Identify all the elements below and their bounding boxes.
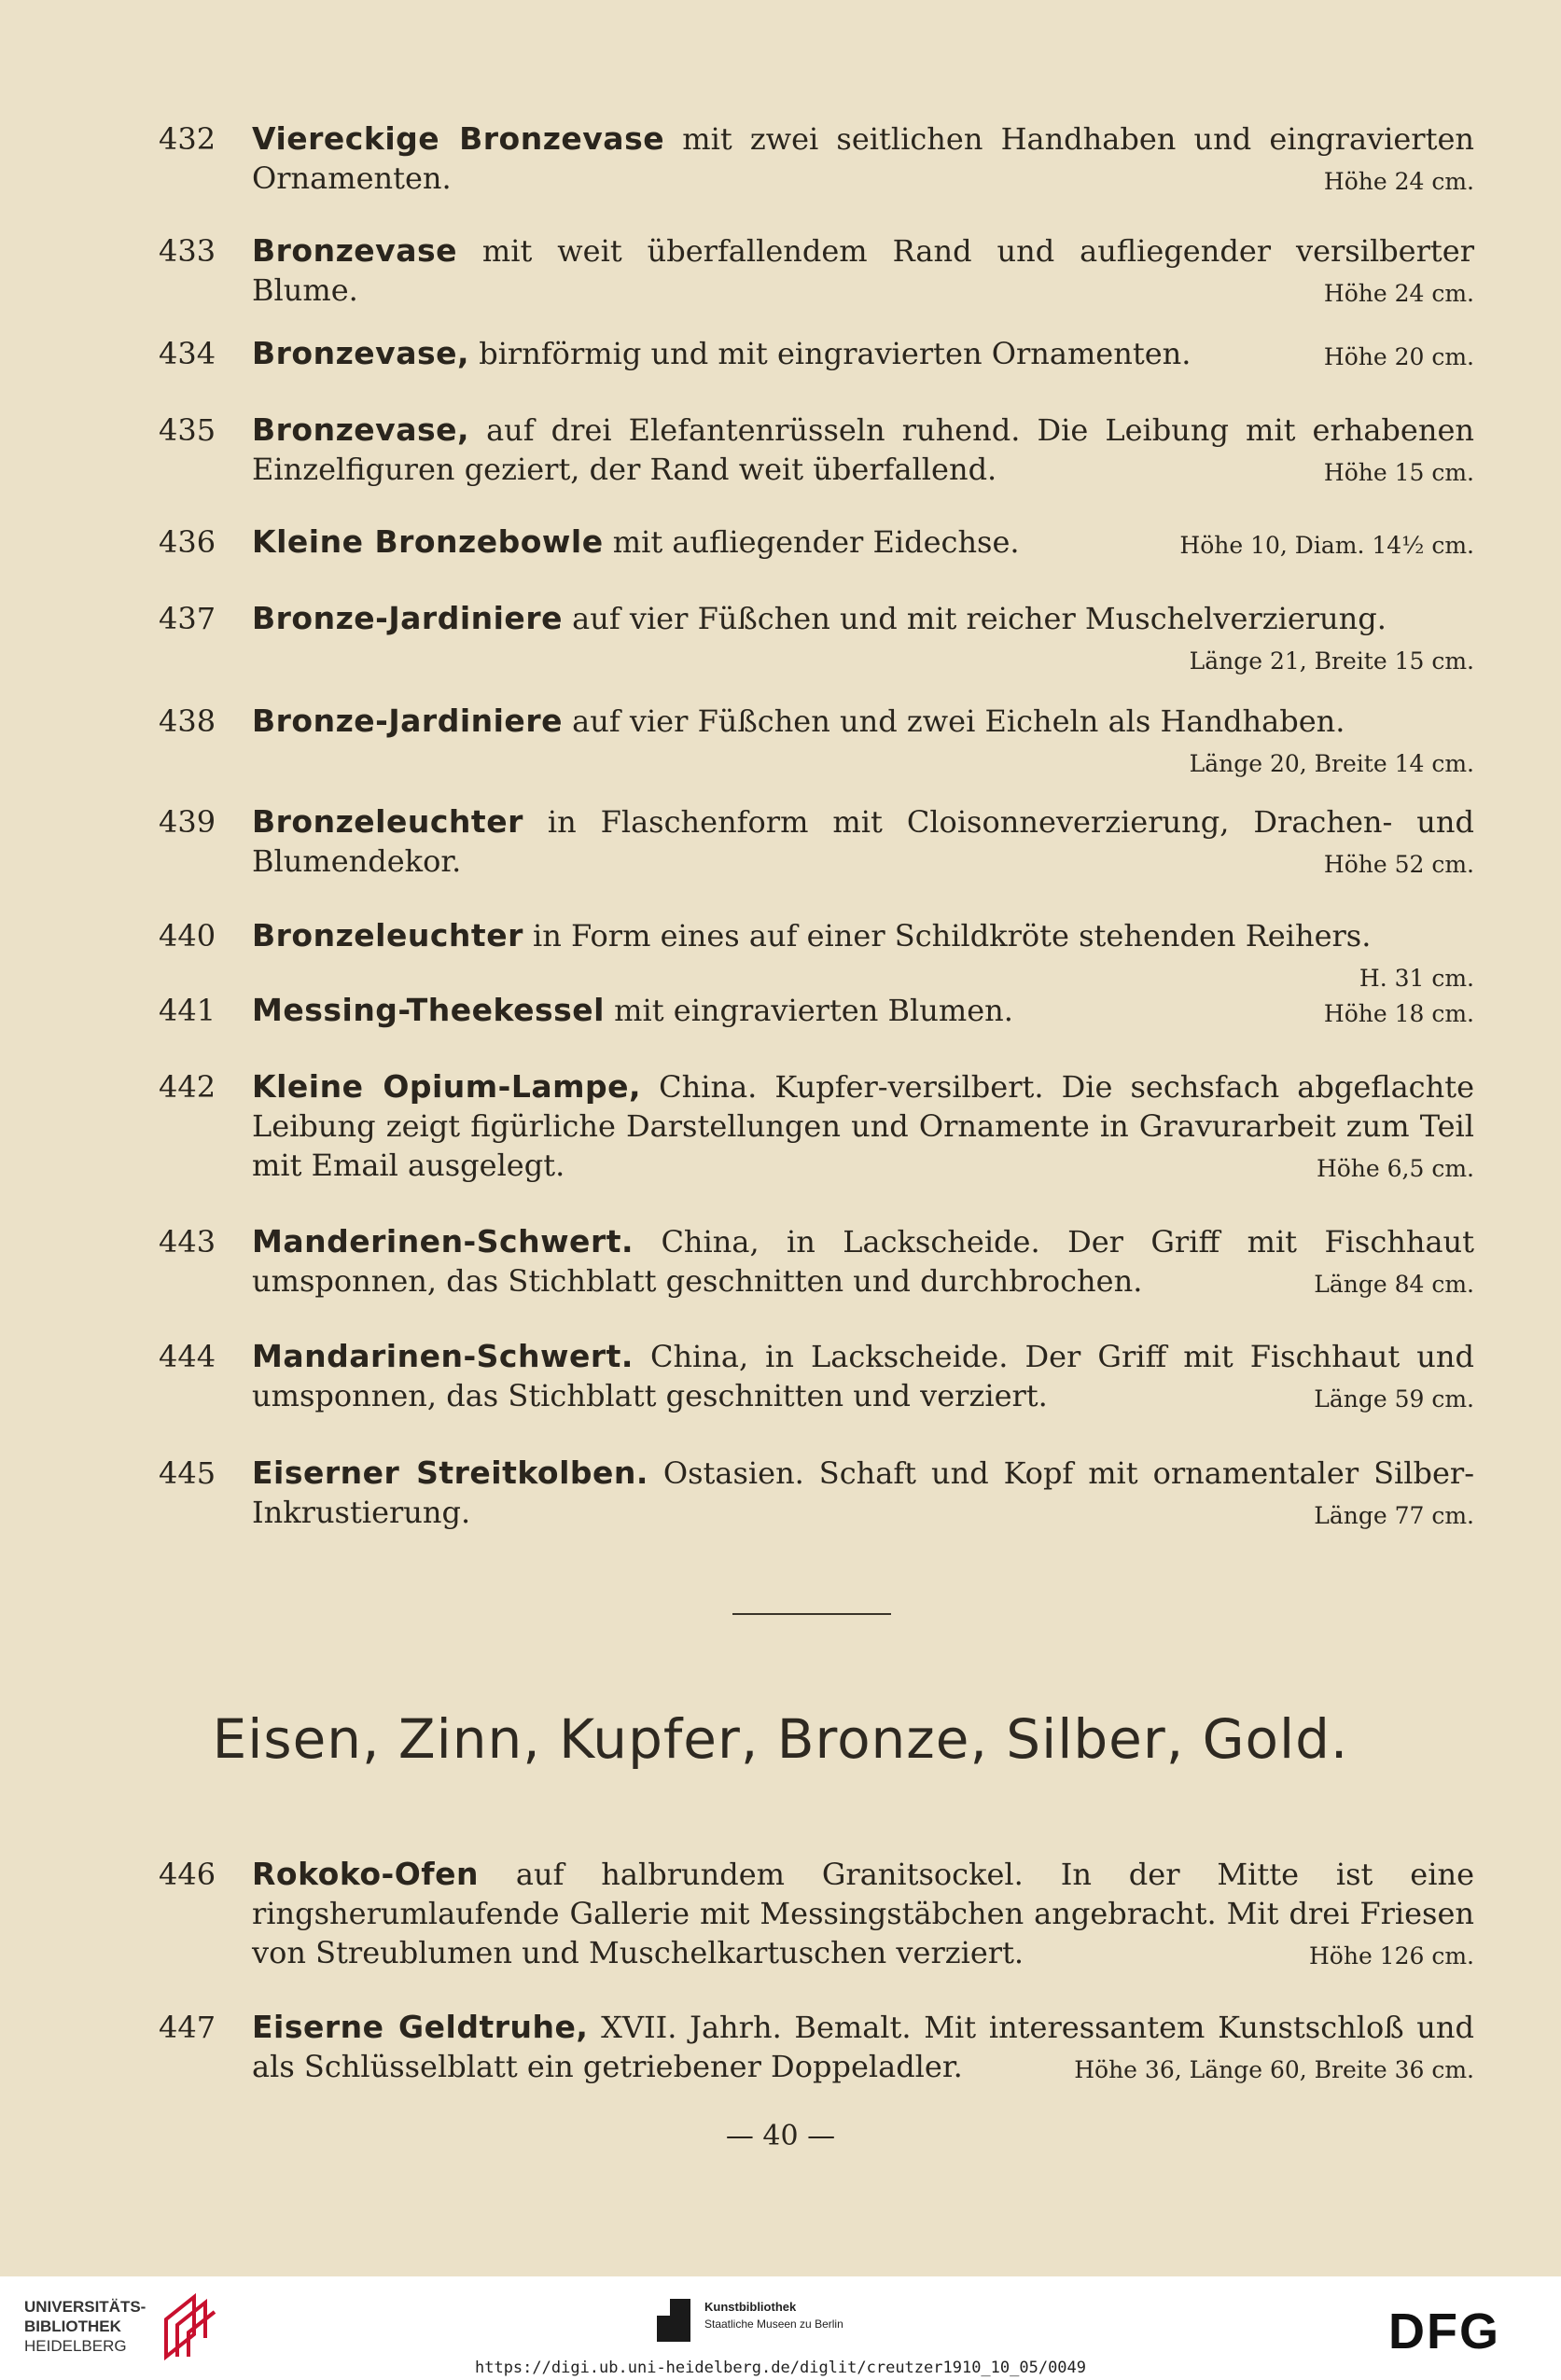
- entry-title: Bronzeleuchter: [252, 803, 523, 840]
- catalog-entry: [159, 1454, 1474, 1536]
- entry-description: in Form eines auf einer Schildkröte stehenden Reihers.: [523, 918, 1372, 953]
- section-heading: Eisen, Zinn, Kupfer, Bronze, Silber, Gold.: [212, 1707, 1349, 1771]
- entry-description: auf vier Füßchen und zwei Eicheln als Handhaben.: [562, 703, 1345, 739]
- kb-subtitle: Staatliche Museen zu Berlin: [704, 2317, 843, 2331]
- catalog-entry: [159, 334, 1474, 377]
- entry-number: 441: [159, 993, 216, 1028]
- entry-number: 442: [159, 1069, 216, 1105]
- entry-number: 433: [159, 233, 216, 269]
- entry-title: Kleine Bronzebowle: [252, 523, 604, 560]
- entry-description: mit weit überfallendem Rand und aufliegender versilberter Blume.: [252, 233, 1474, 308]
- entry-title: Mandarinen-Schwert.: [252, 1338, 634, 1374]
- catalog-entry: [159, 411, 1474, 493]
- entry-number: 437: [159, 601, 216, 636]
- catalog-entry: [159, 599, 1474, 681]
- entry-title: Bronzevase: [252, 232, 457, 269]
- entry-description: China, in Lackscheide. Der Griff mit Fischhaut und umsponnen, das Stichblatt geschnitten und verziert.: [252, 1339, 1474, 1413]
- entry-measure: Höhe 15 cm.: [1323, 459, 1474, 486]
- entry-title: Rokoko-Ofen: [252, 1856, 480, 1892]
- catalog-entry: [159, 1855, 1474, 1976]
- permalink-url[interactable]: https://digi.ub.uni-heidelberg.de/diglit/creutzer1910_10_05/0049: [474, 2359, 1087, 2377]
- entry-number: 438: [159, 703, 216, 739]
- entry-measure: H. 31 cm.: [1359, 965, 1474, 992]
- entry-number: 444: [159, 1339, 216, 1374]
- entry-description: Ostasien. Schaft und Kopf mit ornamentaler Silber-Inkrustierung.: [252, 1455, 1475, 1530]
- entry-title: Eiserne Geldtruhe,: [252, 2009, 589, 2045]
- catalog-entry: [159, 802, 1474, 884]
- entry-measure: Länge 21, Breite 15 cm.: [1189, 647, 1474, 675]
- entry-measure: Höhe 52 cm.: [1323, 851, 1474, 878]
- ub-heidelberg-logo[interactable]: [24, 2297, 146, 2356]
- catalog-entry: [159, 522, 1474, 565]
- entry-description: in Flaschenform mit Cloisonneverzierung, Drachen- und Blumendekor.: [252, 804, 1474, 879]
- kunstbibliothek-logo[interactable]: [653, 2295, 933, 2351]
- entry-description: China. Kupfer-versilbert. Die sechsfach abgeflachte Leibung zeigt figürliche Darstellungen und Ornamente in Gravurarbeit zum Teil mit Email ausgelegt.: [252, 1069, 1474, 1183]
- entry-number: 447: [159, 2010, 216, 2045]
- entry-title: Eiserner Streitkolben.: [252, 1454, 648, 1491]
- entry-measure: Höhe 20 cm.: [1323, 343, 1474, 370]
- entry-description: China, in Lackscheide. Der Griff mit Fischhaut umsponnen, das Stichblatt geschnitten und durchbrochen.: [252, 1224, 1474, 1299]
- ub-logo-icon: [157, 2291, 218, 2360]
- entry-description: mit zwei seitlichen Handhaben und eingravierten Ornamenten.: [252, 121, 1474, 196]
- entry-measure: Höhe 24 cm.: [1323, 280, 1474, 307]
- entry-measure: Höhe 6,5 cm.: [1316, 1155, 1474, 1182]
- entry-title: Viereckige Bronzevase: [252, 120, 665, 157]
- page-number: — 40 —: [725, 2120, 836, 2152]
- entry-description: XVII. Jahrh. Bemalt. Mit interessantem Kunstschloß und als Schlüsselblatt ein getriebener Doppeladler.: [252, 2010, 1475, 2084]
- entry-number: 440: [159, 918, 216, 953]
- entry-description: auf halbrundem Granitsockel. In der Mitte ist eine ringsherumlaufende Gallerie mit Messingstäbchen angebracht. Mit drei Friesen von Streublumen und Muschelkartuschen verziert.: [252, 1857, 1474, 1970]
- catalog-entry: [159, 702, 1474, 784]
- entry-title: Bronzevase,: [252, 411, 470, 448]
- entry-measure: Höhe 24 cm.: [1323, 168, 1474, 195]
- catalog-entry: [159, 1222, 1474, 1304]
- entry-measure: Höhe 36, Länge 60, Breite 36 cm.: [1074, 2056, 1474, 2083]
- dfg-logo[interactable]: DFG: [1388, 2303, 1500, 2359]
- entry-description: mit eingravierten Blumen.: [604, 993, 1013, 1028]
- entry-measure: Länge 84 cm.: [1314, 1271, 1474, 1298]
- catalog-entry: [159, 119, 1474, 202]
- viewer-footer: [0, 2276, 1561, 2380]
- entry-description: auf vier Füßchen und mit reicher Muschelverzierung.: [562, 601, 1387, 636]
- entry-title: Manderinen-Schwert.: [252, 1223, 634, 1260]
- entry-number: 432: [159, 121, 216, 157]
- kunstbibliothek-icon: [653, 2295, 694, 2345]
- entry-measure: Höhe 10, Diam. 14½ cm.: [1179, 532, 1474, 559]
- catalog-entry: [159, 916, 1474, 998]
- entry-measure: Länge 59 cm.: [1314, 1385, 1474, 1413]
- kb-name: Kunstbibliothek: [704, 2300, 797, 2314]
- ub-logo-line: UNIVERSITÄTS-: [24, 2298, 146, 2316]
- catalog-entry: [159, 2008, 1474, 2090]
- catalog-entry: [159, 1337, 1474, 1419]
- entry-number: 436: [159, 524, 216, 560]
- catalog-entry: [159, 1067, 1474, 1189]
- entry-number: 446: [159, 1857, 216, 1892]
- entry-measure: Höhe 126 cm.: [1308, 1942, 1474, 1969]
- entry-title: Bronzevase,: [252, 335, 470, 371]
- entry-measure: Höhe 18 cm.: [1323, 1000, 1474, 1027]
- entry-description: auf drei Elefantenrüsseln ruhend. Die Leibung mit erhabenen Einzelfiguren geziert, der Rand weit überfallend.: [252, 412, 1474, 487]
- section-divider: [732, 1613, 891, 1615]
- entry-number: 443: [159, 1224, 216, 1260]
- entry-title: Kleine Opium-Lampe,: [252, 1068, 642, 1105]
- entry-measure: Länge 20, Breite 14 cm.: [1189, 750, 1474, 777]
- entry-title: Bronze-Jardiniere: [252, 600, 563, 636]
- entry-measure: Länge 77 cm.: [1314, 1502, 1474, 1529]
- entry-number: 434: [159, 336, 216, 371]
- entry-title: Bronze-Jardiniere: [252, 703, 563, 739]
- entry-number: 435: [159, 412, 216, 448]
- entry-number: 439: [159, 804, 216, 840]
- ub-logo-line: HEIDELBERG: [24, 2337, 127, 2355]
- entry-description: mit aufliegender Eidechse.: [603, 524, 1020, 560]
- catalog-entry: [159, 991, 1474, 1034]
- entry-title: Messing-Theekessel: [252, 992, 605, 1028]
- ub-logo-line: BIBLIOTHEK: [24, 2317, 121, 2335]
- catalog-entry: [159, 231, 1474, 313]
- entry-description: birnförmig und mit eingravierten Ornamenten.: [469, 336, 1192, 371]
- entry-number: 445: [159, 1455, 216, 1491]
- entry-title: Bronzeleuchter: [252, 917, 523, 953]
